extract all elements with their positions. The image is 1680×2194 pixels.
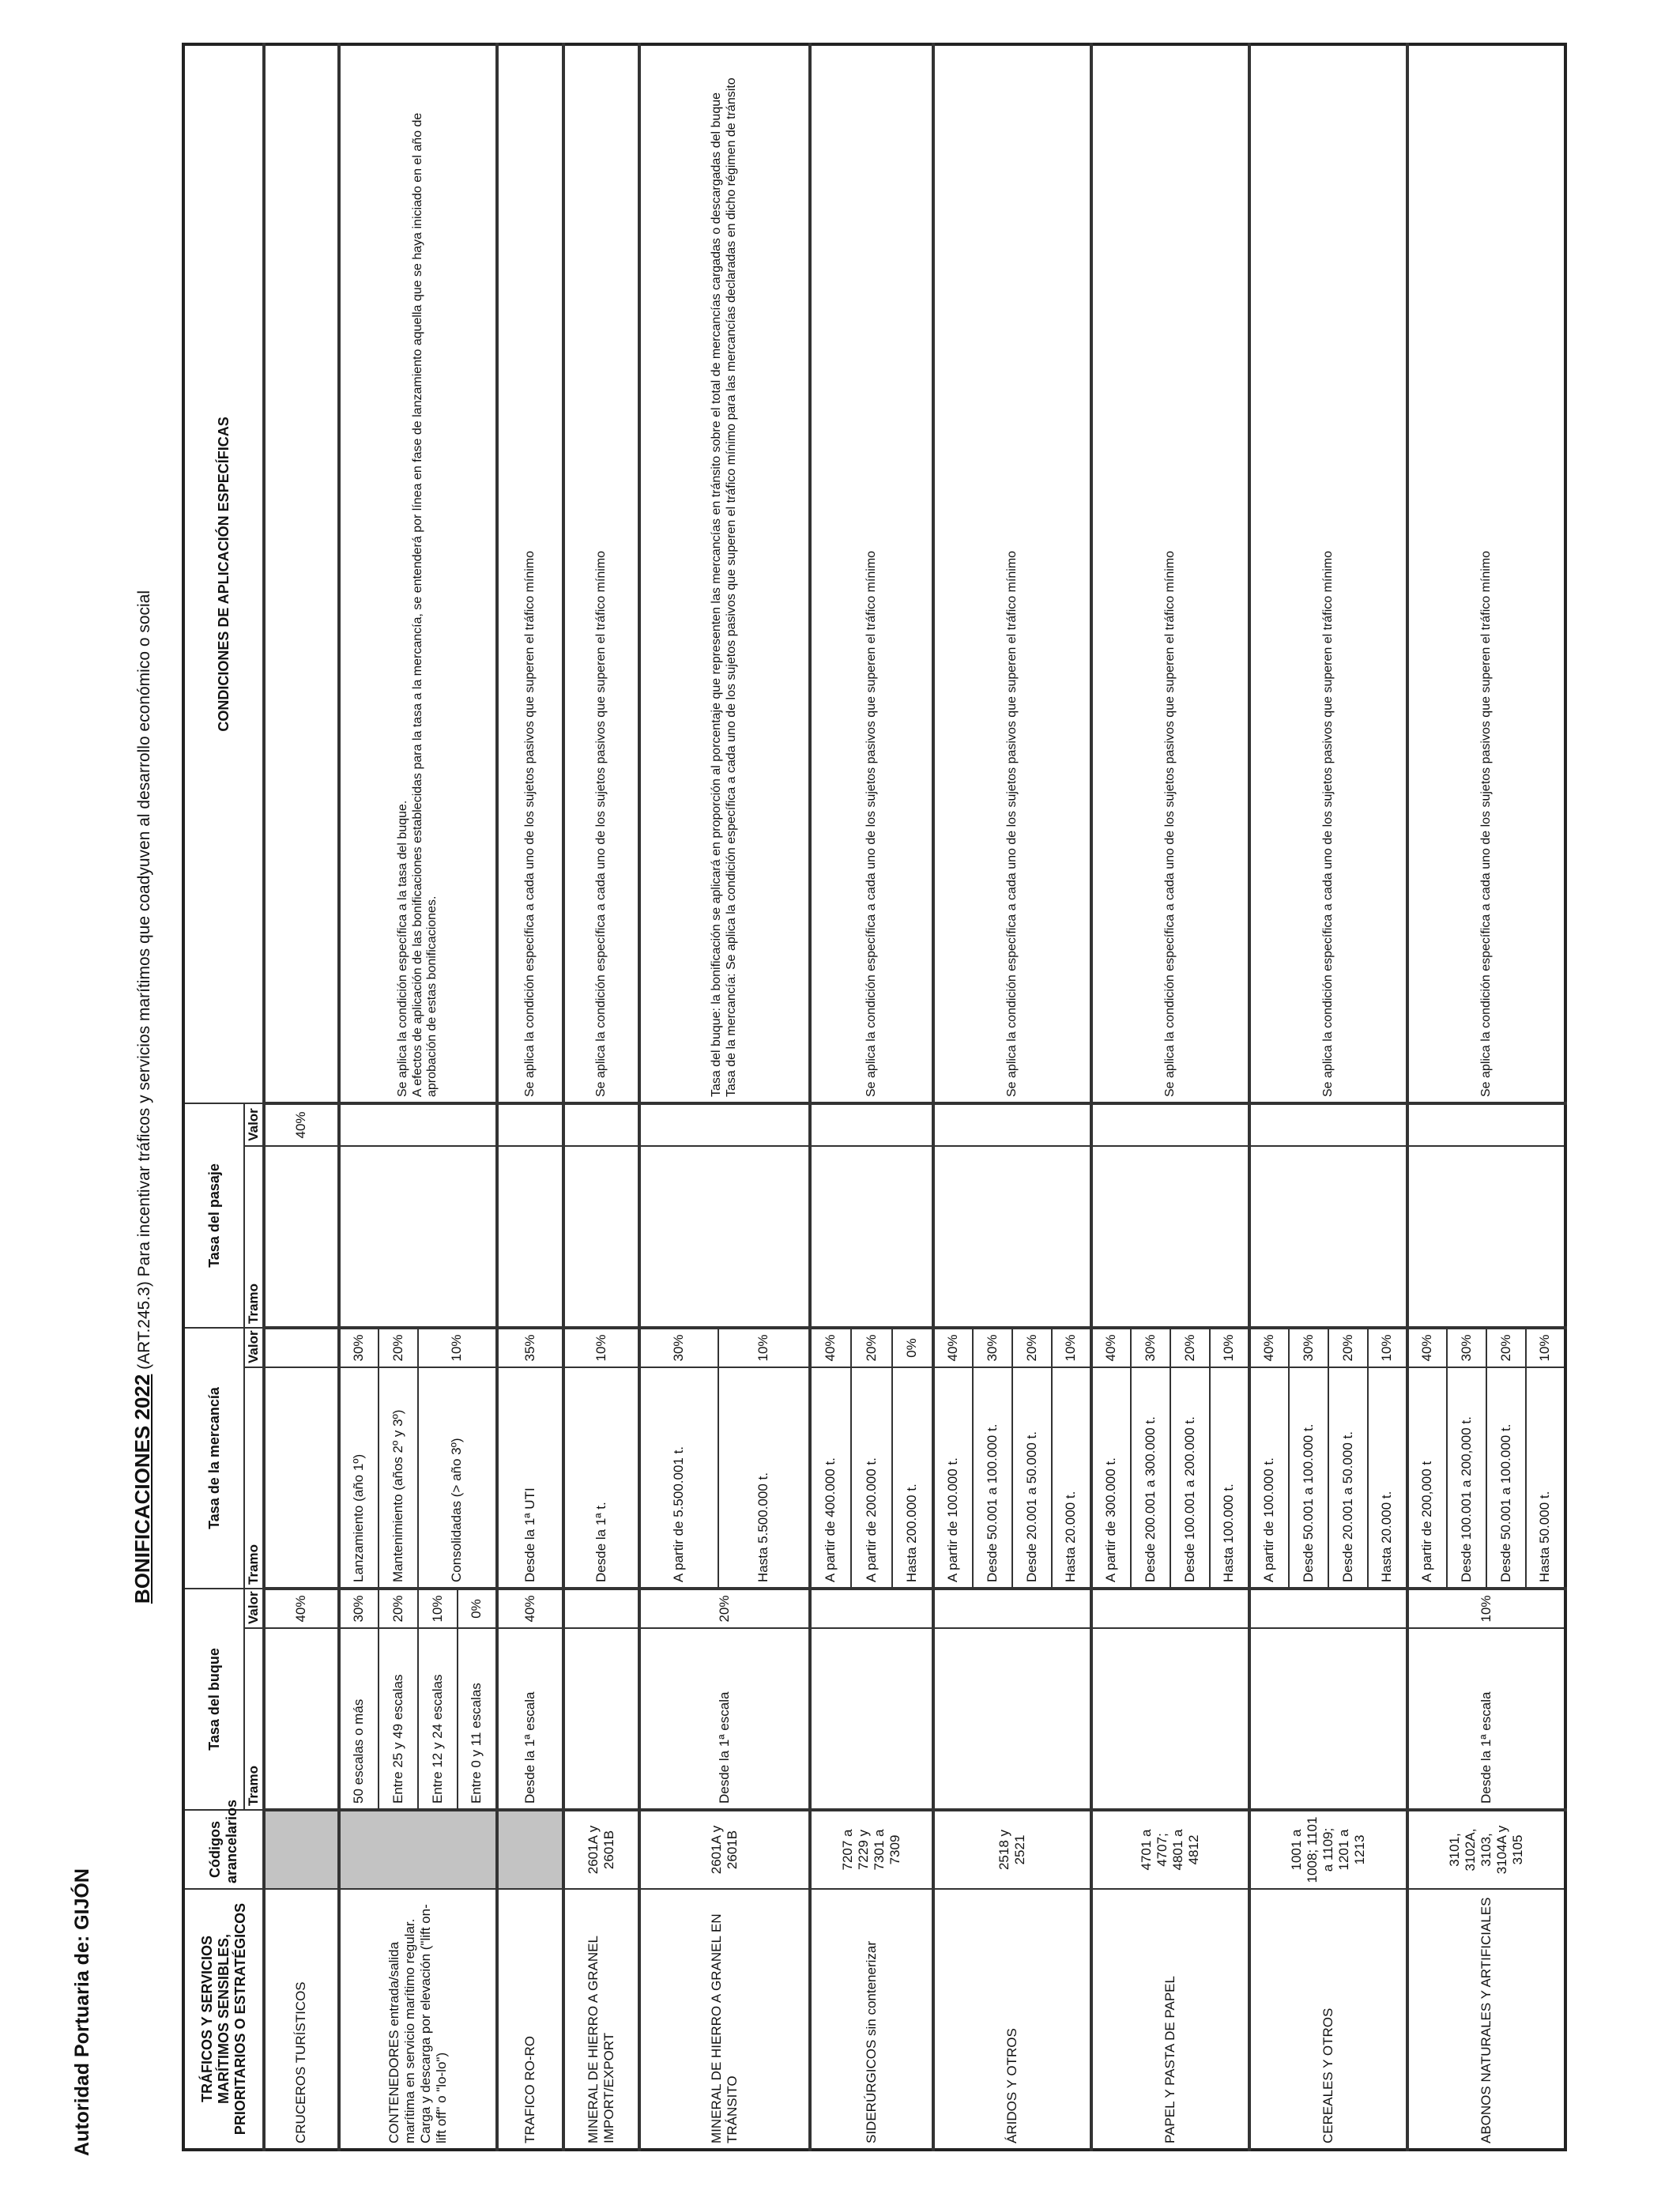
goods-tramo: Hasta 50.000 t.: [1526, 1367, 1565, 1589]
passage-value: [1407, 1103, 1565, 1146]
ship-tramo: [264, 1628, 339, 1810]
passage-tramo: [1407, 1146, 1565, 1328]
goods-value: 20%: [1170, 1328, 1210, 1367]
table-row: [933, 44, 973, 2150]
goods-value: 10%: [1210, 1328, 1249, 1367]
codes-cell: 2518 y 2521: [933, 1810, 1091, 1889]
bonificaciones-table: [182, 43, 1567, 2151]
ship-value: 20%: [639, 1589, 810, 1628]
title-suffix: (ART.245.3) Para incentivar tráficos y servicios marítimos que coadyuven al desarrollo económico o social: [135, 590, 153, 1374]
goods-tramo: Desde 50.001 a 100.000 t.: [1289, 1367, 1328, 1589]
goods-tramo: A partir de 200,000 t: [1407, 1367, 1447, 1589]
subheader-passage-valor: Valor: [244, 1103, 264, 1146]
passage-tramo: [497, 1146, 563, 1328]
header-passage-fee: Tasa del pasaje: [183, 1103, 244, 1328]
goods-tramo: A partir de 100.000 t.: [1249, 1367, 1289, 1589]
ship-value: [810, 1589, 933, 1628]
condition-paragraph: Tasa del buque: la bonificación se aplicará en proporción al porcentaje que representen las mercancías en tránsito sobre el total de mercancías cargadas o descargadas del buque: [710, 92, 724, 1097]
goods-tramo: Hasta 20.000 t.: [1052, 1367, 1091, 1589]
passage-tramo: [639, 1146, 810, 1328]
conditions-cell: Se aplica la condición específica a cada uno de los sujetos pasivos que superen el tráfico mínimo: [810, 44, 933, 1103]
goods-tramo: Consolidadas (> año 3º): [418, 1367, 497, 1589]
condition-paragraph: A efectos de aplicación de las bonificaciones establecidas para la tasa a la mercancía, se entenderá por línea en fase de lanzamiento aquella que se haya iniciado en el año de aprobación de estas bonificaciones.: [410, 112, 439, 1097]
goods-tramo: A partir de 200.000 t.: [851, 1367, 892, 1589]
codes-cell: [497, 1810, 563, 1889]
codes-cell: 4701 a 4707; 4801 a 4812: [1091, 1810, 1249, 1889]
goods-value: 40%: [1091, 1328, 1131, 1367]
goods-value: 35%: [497, 1328, 563, 1367]
table-row: [264, 44, 339, 2150]
goods-tramo: Hasta 5.500.000 t.: [718, 1367, 810, 1589]
passage-value: [1249, 1103, 1407, 1146]
goods-value: 40%: [1249, 1328, 1289, 1367]
conditions-cell: Se aplica la condición específica a cada uno de los sujetos pasivos que superen el tráfico mínimo: [933, 44, 1091, 1103]
passage-tramo: [810, 1146, 933, 1328]
passage-tramo: [1091, 1146, 1249, 1328]
subheader-ship-valor: Valor: [244, 1589, 264, 1628]
goods-tramo: Desde 50.001 a 100.000 t.: [1486, 1367, 1526, 1589]
goods-tramo: Desde 200.001 a 300.000 t.: [1131, 1367, 1170, 1589]
codes-cell: 3101, 3102A, 3103, 3104A y 3105: [1407, 1810, 1565, 1889]
codes-cell: [264, 1810, 339, 1889]
goods-value: [264, 1328, 339, 1367]
ship-value: 20%: [379, 1589, 418, 1628]
subheader-ship-tramo: Tramo: [244, 1628, 264, 1810]
traffic-name: TRAFICO RO-RO: [497, 1889, 563, 2150]
goods-value: 20%: [851, 1328, 892, 1367]
ship-value: [933, 1589, 1091, 1628]
goods-tramo: Hasta 20.000 t.: [1368, 1367, 1407, 1589]
header-conditions: CONDICIONES DE APLICACIÓN ESPECÍFICAS: [183, 44, 264, 1103]
goods-tramo: Hasta 100.000 t.: [1210, 1367, 1249, 1589]
goods-tramo: Mantenimiento (años 2º y 3º): [379, 1367, 418, 1589]
ship-value: [1249, 1589, 1407, 1628]
passage-tramo: [563, 1146, 639, 1328]
conditions-cell: [339, 44, 497, 1103]
goods-value: 10%: [1526, 1328, 1565, 1367]
traffic-name: SIDERÚRGICOS sin contenerizar: [810, 1889, 933, 2150]
header-codes: Códigos arancelarios: [183, 1810, 264, 1889]
conditions-cell: Se aplica la condición específica a cada uno de los sujetos pasivos que superen el tráfico mínimo: [1407, 44, 1565, 1103]
goods-value: 30%: [639, 1328, 718, 1367]
goods-value: 40%: [1407, 1328, 1447, 1367]
conditions-cell: Se aplica la condición específica a cada uno de los sujetos pasivos que superen el tráfico mínimo: [497, 44, 563, 1103]
passage-tramo: [339, 1146, 497, 1328]
goods-tramo: Desde 50.001 a 100.000 t.: [973, 1367, 1012, 1589]
ship-value: 40%: [497, 1589, 563, 1628]
goods-value: 10%: [563, 1328, 639, 1367]
goods-value: 20%: [379, 1328, 418, 1367]
goods-value: 30%: [1131, 1328, 1170, 1367]
goods-value: 30%: [973, 1328, 1012, 1367]
conditions-cell: Se aplica la condición específica a cada uno de los sujetos pasivos que superen el tráfico mínimo: [1249, 44, 1407, 1103]
table-row: [339, 44, 379, 2150]
goods-value: 30%: [1447, 1328, 1486, 1367]
goods-value: 10%: [718, 1328, 810, 1367]
passage-tramo: [264, 1146, 339, 1328]
ship-value: 0%: [458, 1589, 497, 1628]
passage-tramo: [1249, 1146, 1407, 1328]
traffic-name: CEREALES Y OTROS: [1249, 1889, 1407, 2150]
ship-tramo: Desde la 1ª escala: [1407, 1628, 1565, 1810]
passage-value: [563, 1103, 639, 1146]
table-row: [1407, 44, 1447, 2150]
traffic-name: PAPEL Y PASTA DE PAPEL: [1091, 1889, 1249, 2150]
passage-value: [1091, 1103, 1249, 1146]
ship-tramo: Entre 25 y 49 escalas: [379, 1628, 418, 1810]
traffic-name: CONTENEDORES entrada/salida marítima en servicio marítimo regular. Carga y descarga por elevación ("lift on-lift off" o "lo-lo"): [339, 1889, 497, 2150]
goods-tramo: A partir de 300.000 t.: [1091, 1367, 1131, 1589]
conditions-cell: Se aplica la condición específica a cada uno de los sujetos pasivos que superen el tráfico mínimo: [1091, 44, 1249, 1103]
goods-tramo: Desde 20.001 a 50.000 t.: [1328, 1367, 1368, 1589]
traffic-name: MINERAL DE HIERRO A GRANEL EN TRÁNSITO: [639, 1889, 810, 2150]
goods-tramo: Desde la 1ª UTI: [497, 1367, 563, 1589]
ship-tramo: 50 escalas o más: [339, 1628, 379, 1810]
goods-tramo: Desde la 1ª t.: [563, 1367, 639, 1589]
table-row: [639, 44, 718, 2150]
goods-value: 10%: [1368, 1328, 1407, 1367]
passage-tramo: [933, 1146, 1091, 1328]
goods-tramo: Hasta 200.000 t.: [892, 1367, 933, 1589]
ship-tramo: Entre 12 y 24 escalas: [418, 1628, 458, 1810]
header-goods-fee: Tasa de la mercancía: [183, 1328, 244, 1589]
subheader-passage-tramo: Tramo: [244, 1146, 264, 1328]
goods-value: 20%: [1012, 1328, 1052, 1367]
ship-value: 10%: [418, 1589, 458, 1628]
goods-tramo: Desde 100.001 a 200,000 t.: [1447, 1367, 1486, 1589]
subheader-goods-valor: Valor: [244, 1328, 264, 1367]
traffic-name: CRUCEROS TURÍSTICOS: [264, 1889, 339, 2150]
ship-tramo: Entre 0 y 11 escalas: [458, 1628, 497, 1810]
codes-cell: 2601A y 2601B: [563, 1810, 639, 1889]
goods-tramo: A partir de 100.000 t.: [933, 1367, 973, 1589]
passage-value: 40%: [264, 1103, 339, 1146]
condition-paragraph: Se aplica la condición específica a la tasa del buque.: [395, 800, 409, 1097]
condition-paragraph: Tasa de la mercancía: Se aplica la condición específica a cada uno de los sujetos pasivos que superen el tráfico mínimo para las mercancías declaradas en dicho régimen de tránsito: [725, 77, 738, 1097]
ship-tramo: [810, 1628, 933, 1810]
passage-value: [639, 1103, 810, 1146]
header-traffic: TRÁFICOS Y SERVICIOS MARÍTIMOS SENSIBLES, PRIORITARIOS O ESTRATÉGICOS: [183, 1889, 264, 2150]
goods-tramo: Desde 20.001 a 50.000 t.: [1012, 1367, 1052, 1589]
table-row: [563, 44, 639, 2150]
port-authority-heading: Autoridad Portuaria de: GIJÓN: [71, 1868, 93, 2156]
ship-tramo: Desde la 1ª escala: [639, 1628, 810, 1810]
ship-tramo: [1249, 1628, 1407, 1810]
ship-tramo: [933, 1628, 1091, 1810]
goods-value: 0%: [892, 1328, 933, 1367]
goods-value: 10%: [1052, 1328, 1091, 1367]
subheader-goods-tramo: Tramo: [244, 1367, 264, 1589]
goods-tramo: [264, 1367, 339, 1589]
goods-value: 20%: [1328, 1328, 1368, 1367]
goods-value: 40%: [933, 1328, 973, 1367]
codes-cell: 2601A y 2601B: [639, 1810, 810, 1889]
ship-value: [1091, 1589, 1249, 1628]
traffic-name: ABONOS NATURALES Y ARTIFICIALES: [1407, 1889, 1565, 2150]
table-row: [1249, 44, 1289, 2150]
passage-value: [933, 1103, 1091, 1146]
goods-value: 40%: [810, 1328, 851, 1367]
conditions-cell: Se aplica la condición específica a cada uno de los sujetos pasivos que superen el tráfico mínimo: [563, 44, 639, 1103]
table-row: [1091, 44, 1131, 2150]
document-title: [130, 0, 155, 2194]
goods-tramo: Lanzamiento (año 1º): [339, 1367, 379, 1589]
ship-value: 30%: [339, 1589, 379, 1628]
ship-tramo: [563, 1628, 639, 1810]
ship-value: 10%: [1407, 1589, 1565, 1628]
conditions-cell: [639, 44, 810, 1103]
goods-tramo: A partir de 400.000 t.: [810, 1367, 851, 1589]
codes-cell: [339, 1810, 497, 1889]
goods-value: 10%: [418, 1328, 497, 1367]
passage-value: [339, 1103, 497, 1146]
ship-value: 40%: [264, 1589, 339, 1628]
ship-tramo: Desde la 1ª escala: [497, 1628, 563, 1810]
table-row: [810, 44, 851, 2150]
ship-tramo: [1091, 1628, 1249, 1810]
goods-tramo: A partir de 5.500.001 t.: [639, 1367, 718, 1589]
title-main: BONIFICACIONES 2022: [130, 1374, 154, 1604]
traffic-name: MINERAL DE HIERRO A GRANEL IMPORT/EXPORT: [563, 1889, 639, 2150]
goods-value: 30%: [1289, 1328, 1328, 1367]
header-ship-fee: Tasa del buque: [183, 1589, 244, 1810]
passage-value: [810, 1103, 933, 1146]
traffic-name: ÁRIDOS Y OTROS: [933, 1889, 1091, 2150]
conditions-cell: [264, 44, 339, 1103]
header-row: [183, 44, 244, 2150]
ship-value: [563, 1589, 639, 1628]
table-row: [497, 44, 563, 2150]
goods-tramo: Desde 100.001 a 200.000 t.: [1170, 1367, 1210, 1589]
passage-value: [497, 1103, 563, 1146]
codes-cell: 7207 a 7229 y 7301 a 7309: [810, 1810, 933, 1889]
goods-value: 20%: [1486, 1328, 1526, 1367]
goods-value: 30%: [339, 1328, 379, 1367]
codes-cell: 1001 a 1008; 1101 a 1109; 1201 a 1213: [1249, 1810, 1407, 1889]
